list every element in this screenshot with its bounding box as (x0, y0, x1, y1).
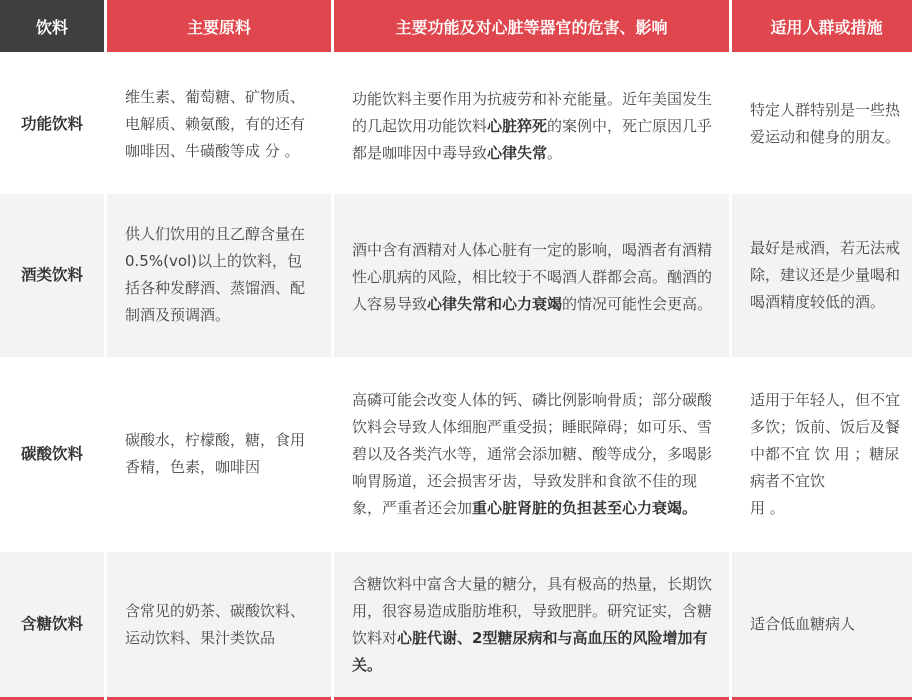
audience-text: 适用于年轻人，但不宜多饮；饭前、饭后及餐中都不宜 饮 用 ；糖尿病者不宜饮 (750, 390, 901, 490)
effect-text: 高磷可能会改变人体的钙、磷比例影响骨质；部分碳酸饮料会导致人体细胞严重受损；睡眠障碍；如可乐、雪碧以及各类汽水等，通常会添加糖、酸等成分，多喝影响胃肠道，还会损害牙齿，导致发胖和食欲不佳的现象，严重者还会加 (352, 390, 713, 517)
effect-highlight: 心脏代谢、2型糖尿病和与高血压的风险增加有关。 (352, 628, 708, 674)
row-audience: 适合低血糖病人 (732, 552, 912, 700)
table-row (0, 194, 912, 357)
row-effects (334, 55, 729, 194)
table-row (0, 357, 912, 553)
row-ingredients: 供人们饮用的且乙醇含量在0.5%(vol)以上的饮料，包括各种发酵酒、蒸馏酒、配制酒及预调酒。 (107, 194, 331, 357)
effect-text: 。 (547, 143, 563, 162)
effect-text: 的情况可能性会更高。 (562, 294, 713, 313)
header-effects: 主要功能及对心脏等器官的危害、影响 (334, 0, 729, 55)
effect-text: 的案例中，死亡原因几乎都是咖啡因中毒导致 (352, 116, 713, 162)
row-ingredients: 含常见的奶茶、碳酸饮料、运动饮料、果汁类饮品 (107, 552, 331, 700)
row-drink-name: 含糖饮料 (0, 552, 104, 700)
row-effects (334, 194, 729, 357)
row-drink-name: 功能饮料 (0, 55, 104, 194)
effect-highlight: 心脏猝死 (487, 116, 548, 135)
row-ingredients: 维生素、葡萄糖、矿物质、电解质、赖氨酸，有的还有咖啡因、牛磺酸等成 分 。 (107, 55, 331, 194)
effect-text: 含糖饮料中富含大量的糖分，具有极高的热量，长期饮用，很容易造成脂肪堆积，导致肥胖。研究证实，含糖饮料对 (352, 574, 713, 647)
row-ingredients: 碳酸水，柠檬酸，糖，食用香精，色素，咖啡因 (107, 357, 331, 553)
header-ingredients: 主要原料 (107, 0, 331, 55)
row-effects (334, 552, 729, 700)
row-audience: 最好是戒酒，若无法戒除，建议还是少量喝和喝酒精度较低的酒。 (732, 194, 912, 357)
effect-text: 酒中含有酒精对人体心脏有一定的影响，喝酒者有酒精性心肌病的风险，相比较于不喝酒人群都会高。酗酒的人容易导致 (352, 240, 713, 313)
row-audience: 特定人群特别是一些热爱运动和健身的朋友。 (732, 55, 912, 194)
header-row (0, 0, 912, 55)
row-drink-name: 酒类饮料 (0, 194, 104, 357)
header-drink: 饮料 (0, 0, 104, 55)
table-row (0, 55, 912, 194)
effect-highlight: 重心脏肾脏的负担甚至心力衰竭。 (472, 498, 698, 517)
header-audience: 适用人群或措施 (732, 0, 912, 55)
effect-highlight: 心律失常和心力衰竭 (427, 294, 563, 313)
audience-text: 用 。 (750, 498, 785, 517)
row-audience (732, 357, 912, 553)
effect-text: 功能饮料主要作用为抗疲劳和补充能量。近年美国发生的几起饮用功能饮料 (352, 89, 713, 135)
effect-highlight: 心律失常 (487, 143, 548, 162)
row-drink-name: 碳酸饮料 (0, 357, 104, 553)
row-effects (334, 357, 729, 553)
table-row (0, 552, 912, 700)
